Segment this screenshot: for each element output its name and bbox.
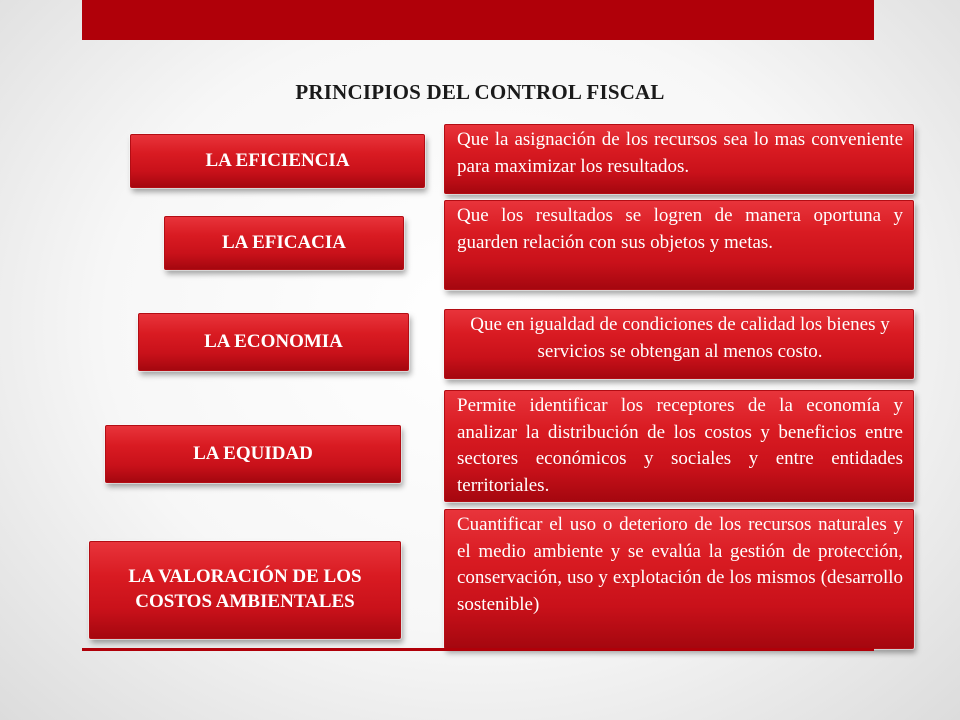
top-banner	[82, 0, 874, 40]
principle-description-eficacia: Que los resultados se logren de manera oportuna y guarden relación con sus objetos y metas.	[444, 200, 914, 290]
bottom-divider-line	[82, 648, 874, 651]
principle-description-eficiencia: Que la asignación de los recursos sea lo mas conveniente para maximizar los resultados.	[444, 124, 914, 194]
principle-description-valoracion-costos-ambientales: Cuantificar el uso o deterioro de los recursos naturales y el medio ambiente y se evalúa la gestión de protección, conservación, uso y explotación de los mismos (desarrollo sostenible)	[444, 509, 914, 649]
principle-label-equidad: LA EQUIDAD	[105, 425, 401, 483]
principle-label-valoracion-costos-ambientales: LA VALORACIÓN DE LOS COSTOS AMBIENTALES	[89, 541, 401, 639]
principle-description-equidad: Permite identificar los receptores de la economía y analizar la distribución de los costos y beneficios entre sectores económicos y sociales y entre entidades territoriales.	[444, 390, 914, 502]
page-title: PRINCIPIOS DEL CONTROL FISCAL	[295, 80, 665, 104]
principle-description-economia: Que en igualdad de condiciones de calidad los bienes y servicios se obtengan al menos costo.	[444, 309, 914, 379]
principle-label-economia: LA ECONOMIA	[138, 313, 409, 371]
principle-label-eficacia: LA EFICACIA	[164, 216, 404, 270]
principle-label-eficiencia: LA EFICIENCIA	[130, 134, 425, 188]
